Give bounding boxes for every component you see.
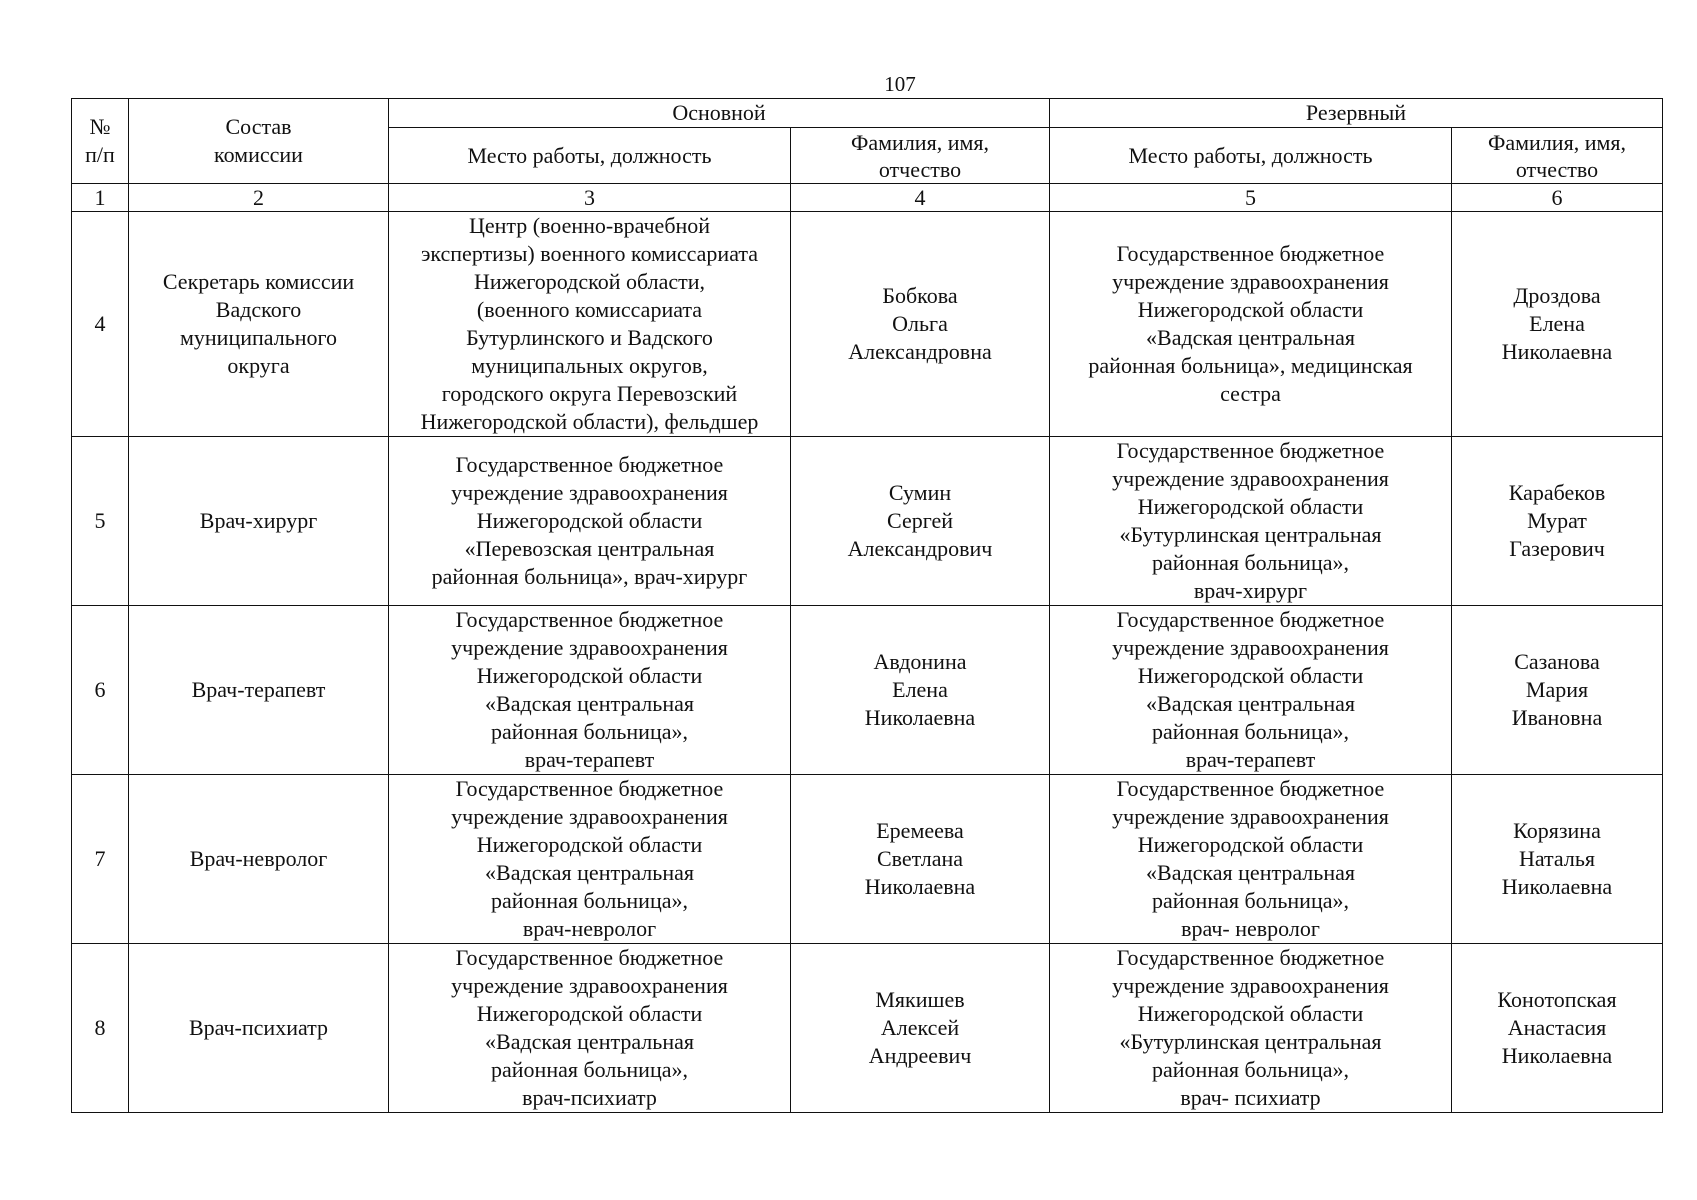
row-main-name: Авдонина Елена Николаевна: [791, 606, 1050, 775]
row-number: 4: [72, 212, 129, 437]
row-role: Врач-терапевт: [129, 606, 389, 775]
row-reserve-name: Конотопская Анастасия Николаевна: [1452, 944, 1663, 1113]
column-number: 3: [389, 184, 791, 212]
row-main-place: Государственное бюджетное учреждение здравоохранения Нижегородской области «Вадская центральная районная больница», врач-невролог: [389, 775, 791, 944]
row-reserve-name: Сазанова Мария Ивановна: [1452, 606, 1663, 775]
header-main-group: Основной: [389, 99, 1050, 128]
row-reserve-place: Государственное бюджетное учреждение здравоохранения Нижегородской области «Вадская центральная районная больница», врач-терапевт: [1050, 606, 1452, 775]
header-row-groups: [72, 99, 1663, 128]
row-role: Врач-невролог: [129, 775, 389, 944]
row-main-name: Сумин Сергей Александрович: [791, 437, 1050, 606]
row-main-name: Мякишев Алексей Андреевич: [791, 944, 1050, 1113]
row-number: 7: [72, 775, 129, 944]
row-number: 8: [72, 944, 129, 1113]
row-main-place: Центр (военно-врачебной экспертизы) военного комиссариата Нижегородской области, (военного комиссариата Бутурлинского и Вадского муниципальных округов, городского округа Перевозский Нижегородской области), фельдшер: [389, 212, 791, 437]
row-main-name: Бобкова Ольга Александровна: [791, 212, 1050, 437]
header-composition: Состав комиссии: [129, 99, 389, 184]
row-main-place: Государственное бюджетное учреждение здравоохранения Нижегородской области «Вадская центральная районная больница», врач-терапевт: [389, 606, 791, 775]
column-number: 1: [72, 184, 129, 212]
row-reserve-name: Корязина Наталья Николаевна: [1452, 775, 1663, 944]
row-reserve-name: Дроздова Елена Николаевна: [1452, 212, 1663, 437]
table-row: [72, 212, 1663, 437]
page-number: 107: [884, 72, 916, 96]
column-number: 4: [791, 184, 1050, 212]
column-number: 6: [1452, 184, 1663, 212]
row-role: Секретарь комиссии Вадского муниципального округа: [129, 212, 389, 437]
header-main-name: Фамилия, имя, отчество: [791, 128, 1050, 184]
header-main-place: Место работы, должность: [389, 128, 791, 184]
row-reserve-place: Государственное бюджетное учреждение здравоохранения Нижегородской области «Бутурлинская центральная районная больница», врач- психиатр: [1050, 944, 1452, 1113]
column-number-row: [72, 184, 1663, 212]
table-row: [72, 606, 1663, 775]
row-reserve-place: Государственное бюджетное учреждение здравоохранения Нижегородской области «Вадская центральная районная больница», врач- невролог: [1050, 775, 1452, 944]
row-role: Врач-хирург: [129, 437, 389, 606]
commission-table: [71, 98, 1663, 1113]
header-reserve-place: Место работы, должность: [1050, 128, 1452, 184]
row-main-name: Еремеева Светлана Николаевна: [791, 775, 1050, 944]
table-row: [72, 775, 1663, 944]
table-row: [72, 437, 1663, 606]
row-main-place: Государственное бюджетное учреждение здравоохранения Нижегородской области «Вадская центральная районная больница», врач-психиатр: [389, 944, 791, 1113]
column-number: 5: [1050, 184, 1452, 212]
header-reserve-name: Фамилия, имя, отчество: [1452, 128, 1663, 184]
row-reserve-place: Государственное бюджетное учреждение здравоохранения Нижегородской области «Вадская центральная районная больница», медицинская сестра: [1050, 212, 1452, 437]
row-reserve-name: Карабеков Мурат Газерович: [1452, 437, 1663, 606]
table-row: [72, 944, 1663, 1113]
row-role: Врач-психиатр: [129, 944, 389, 1113]
row-number: 5: [72, 437, 129, 606]
row-reserve-place: Государственное бюджетное учреждение здравоохранения Нижегородской области «Бутурлинская центральная районная больница», врач-хирург: [1050, 437, 1452, 606]
row-main-place: Государственное бюджетное учреждение здравоохранения Нижегородской области «Перевозская центральная районная больница», врач-хирург: [389, 437, 791, 606]
header-reserve-group: Резервный: [1050, 99, 1663, 128]
row-number: 6: [72, 606, 129, 775]
column-number: 2: [129, 184, 389, 212]
header-number: № п/п: [72, 99, 129, 184]
